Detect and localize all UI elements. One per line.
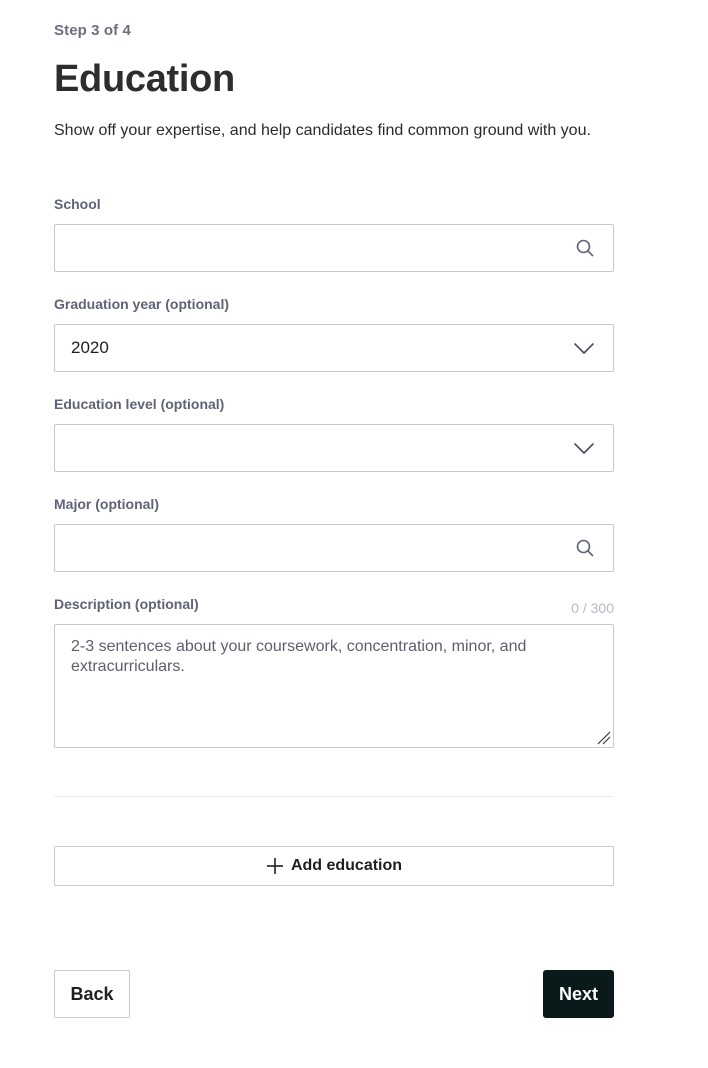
school-label: School [54,196,101,212]
description-label: Description (optional) [54,596,199,612]
major-field[interactable] [54,524,614,572]
major-label: Major (optional) [54,496,159,512]
section-divider [54,796,614,797]
step-indicator: Step 3 of 4 [54,22,131,39]
school-field[interactable] [54,224,614,272]
education-level-select[interactable] [54,424,614,472]
graduation-year-value: 2020 [71,338,109,357]
description-placeholder: 2-3 sentences about your coursework, concentration, minor, and extracurriculars. [71,638,527,675]
page-title: Education [54,58,235,100]
school-input[interactable] [55,225,561,271]
search-icon[interactable] [575,238,595,258]
major-input[interactable] [55,525,561,571]
next-button[interactable]: Next [543,970,614,1018]
plus-icon [266,857,284,875]
description-textarea[interactable] [54,624,614,748]
page-subtitle: Show off your expertise, and help candidates find common ground with you. [54,122,591,139]
add-education-label: Add education [290,857,403,874]
back-button[interactable]: Back [54,970,130,1018]
chevron-down-icon[interactable] [573,439,595,457]
chevron-down-icon[interactable] [573,339,595,357]
graduation-year-select[interactable] [54,324,614,372]
education-level-label: Education level (optional) [54,396,225,412]
add-education-button[interactable] [54,846,614,886]
resize-handle-icon[interactable] [597,731,611,745]
search-icon[interactable] [575,538,595,558]
graduation-year-label: Graduation year (optional) [54,296,230,312]
character-counter: 0 / 300 [571,600,614,616]
